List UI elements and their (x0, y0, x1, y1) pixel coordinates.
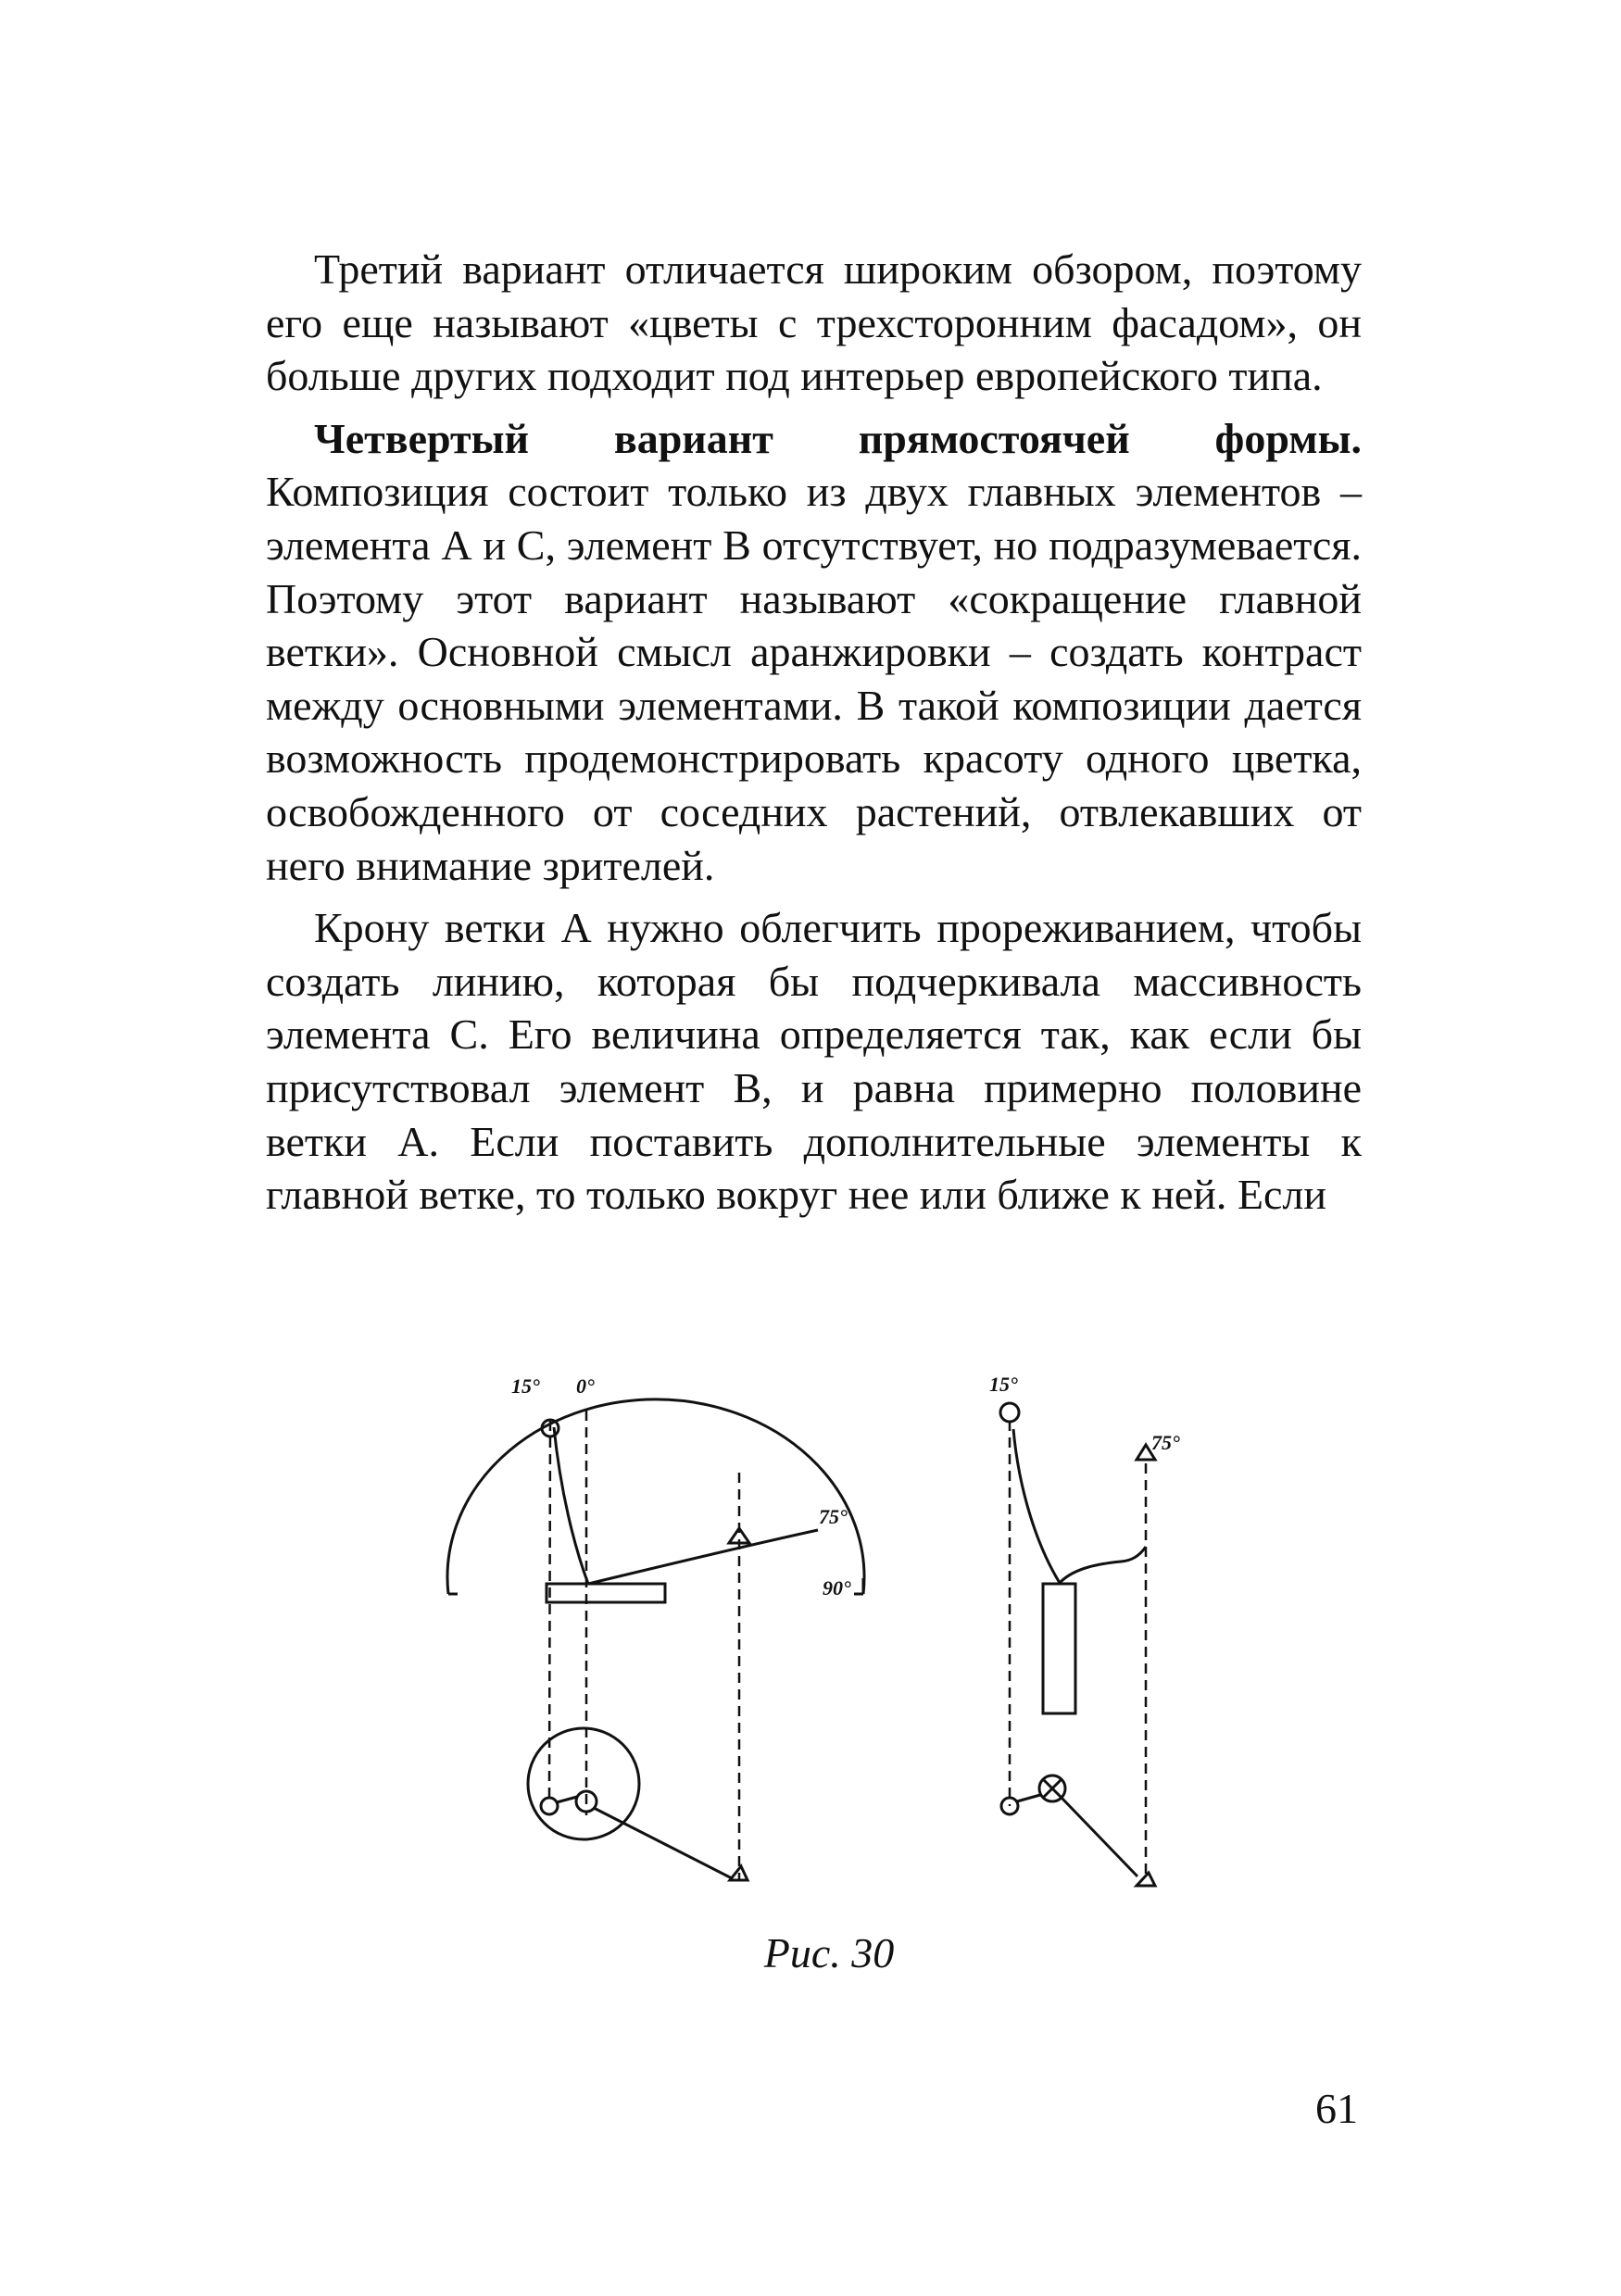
paragraph-3: Крону ветки А нужно облегчить прореживанием, чтобы создать линию, которая бы подчеркивала массивность элемента С. Его величина определяется так, как если бы присутствовал элемент В, и равна примерно половине ветки А. Если поставить дополнительные элементы к главной ветке, то только вокруг нее или ближе к ней. Если (266, 904, 1362, 1219)
plan-line-a-right (1017, 1795, 1040, 1801)
label-90deg: 90° (823, 1576, 851, 1600)
composition-diagram (435, 1352, 1180, 1926)
branch-c-stem (588, 1530, 818, 1584)
paragraph-1: Третий вариант отличается широким обзором, поэтому его еще называют «цветы с трехсторонним фасадом», он больше других подходит под интерьер европейского типа. (266, 245, 1362, 400)
label-15deg-right: 15° (989, 1373, 1018, 1396)
body-text (266, 243, 1362, 1222)
vase-side-view (547, 1584, 665, 1602)
branch-a-stem-right (1013, 1429, 1060, 1583)
page-number: 61 (1315, 2085, 1358, 2132)
element-a-plan-marker (541, 1798, 558, 1814)
label-75deg-right: 75° (1151, 1431, 1180, 1454)
vase-side-view-right (1043, 1584, 1075, 1713)
branch-a-stem (554, 1427, 588, 1584)
paragraph-2-body: Композиция состоит только из двух главных элементов – элемента А и С, элемент В отсутствует, но подразумевается. Поэтому этот вариант называют «сокращение главной ветки». Основной смысл аранжировки – создать контраст между основными элементами. В такой композиции дается возможность продемонстрировать красоту одного цветка, освобожденного от соседних растений, отвлекавших от него внимание зрителей. (266, 468, 1362, 889)
plan-line-a (557, 1797, 577, 1802)
figure-caption: Рис. 30 (763, 1929, 895, 1976)
label-15deg: 15° (511, 1374, 540, 1398)
label-75deg: 75° (819, 1505, 848, 1528)
element-a-marker-right (1000, 1403, 1019, 1422)
branch-c-stem-right (1060, 1547, 1146, 1583)
label-0deg: 0° (576, 1374, 595, 1398)
plan-line-c (594, 1808, 732, 1878)
paragraph-2 (266, 412, 1362, 892)
element-c-plan-marker-right (1137, 1873, 1155, 1886)
paragraph-2-heading: Четвертый вариант прямостоячей формы. (314, 414, 1362, 462)
angle-arc (447, 1399, 864, 1594)
plan-line-c-right (1062, 1798, 1137, 1876)
figure-30 (435, 1352, 1180, 1926)
